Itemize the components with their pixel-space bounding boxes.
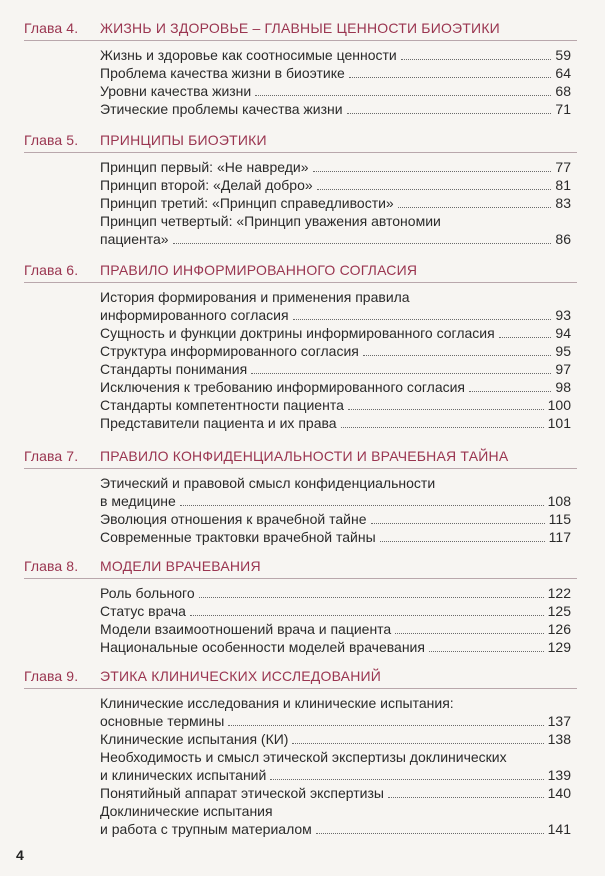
entry-title: Принцип первый: «Не навреди» [100,159,309,175]
entry-page: 137 [547,713,571,729]
entry-title-line: Этический и правовой смысл конфиденциальности [100,475,436,491]
toc-entry[interactable] [100,730,571,748]
leader-dots [395,633,543,634]
toc-entry[interactable] [100,82,571,100]
leader-dots [348,409,544,410]
entry-page: 117 [548,529,571,545]
chapter-number: Глава 4. [24,20,79,36]
entry-page: 126 [547,621,571,637]
toc-entry[interactable] [100,288,571,324]
entry-page: 77 [555,159,571,175]
entry-title: Роль больного [100,585,195,601]
entry-title: Проблема качества жизни в биоэтике [100,65,345,81]
chapter-title: ПРИНЦИПЫ БИОЭТИКИ [100,132,267,148]
leader-dots [313,171,552,172]
leader-dots [363,355,552,356]
entry-title-line: Клинические исследования и клинические испытания: [100,695,454,711]
entry-title: Принцип второй: «Делай добро» [100,177,313,193]
entry-title: информированного согласия [100,307,289,323]
leader-dots [251,373,551,374]
toc-entry[interactable] [100,584,571,602]
leader-dots [429,651,544,652]
leader-dots [401,59,552,60]
entry-title: Сущность и функции доктрины информированного согласия [100,325,495,341]
chapter-rule [24,468,577,469]
toc-entry[interactable] [100,802,571,838]
entry-page: 81 [555,177,571,193]
leader-dots [316,833,544,834]
chapter-title: ЖИЗНЬ И ЗДОРОВЬЕ – ГЛАВНЫЕ ЦЕННОСТИ БИОЭТИКИ [100,20,500,36]
entry-title: Эволюция отношения к врачебной тайне [100,511,367,527]
toc-entry[interactable] [100,176,571,194]
leader-dots [293,319,552,320]
chapter-4 [0,20,605,117]
toc-entry[interactable] [100,620,571,638]
chapter-rule [24,578,577,579]
leader-dots [255,95,551,96]
toc-entry[interactable] [100,46,571,64]
entry-title: и работа с трупным материалом [100,821,312,837]
entry-title: Стандарты компетентности пациента [100,397,344,413]
leader-dots [371,523,545,524]
toc-entry[interactable] [100,510,571,528]
entry-title-line: Необходимость и смысл этической экспертизы доклинических [100,749,507,765]
entry-page: 64 [555,65,571,81]
entry-page: 125 [547,603,571,619]
entry-title: Клинические испытания (КИ) [100,731,289,747]
chapter-entries [100,694,571,838]
leader-dots [347,113,552,114]
leader-dots [388,797,544,798]
chapter-rule [24,152,577,153]
entry-page: 68 [555,83,571,99]
entry-title-line: История формирования и применения правила [100,289,410,305]
chapter-header [0,668,605,690]
entry-title: Модели взаимоотношений врача и пациента [100,621,392,637]
entry-title: Структура информированного согласия [100,343,359,359]
entry-title-line: Доклинические испытания [100,803,273,819]
chapter-title: МОДЕЛИ ВРАЧЕВАНИЯ [100,558,261,574]
leader-dots [270,779,543,780]
toc-entry[interactable] [100,212,571,248]
entry-page: 71 [555,101,571,117]
entry-title: Этические проблемы качества жизни [100,101,343,117]
entry-title: Современные трактовки врачебной тайны [100,529,376,545]
leader-dots [292,743,543,744]
chapter-8 [0,558,605,655]
chapter-number: Глава 6. [24,262,79,278]
toc-entry[interactable] [100,602,571,620]
toc-entry[interactable] [100,158,571,176]
chapter-entries [100,288,571,432]
entry-page: 93 [555,307,571,323]
chapter-header [0,132,605,154]
chapter-9 [0,668,605,837]
toc-entry[interactable] [100,638,571,656]
toc-entry[interactable] [100,396,571,414]
leader-dots [228,725,543,726]
chapter-7 [0,448,605,545]
entry-title: пациента» [100,231,169,247]
toc-entry[interactable] [100,100,571,118]
toc-entry[interactable] [100,324,571,342]
toc-entry[interactable] [100,748,571,784]
chapter-title: ПРАВИЛО КОНФИДЕНЦИАЛЬНОСТИ И ВРАЧЕБНАЯ ТАЙНА [100,448,509,464]
toc-entry[interactable] [100,474,571,510]
chapter-rule [24,40,577,41]
entry-page: 98 [555,379,571,395]
chapter-rule [24,282,577,283]
entry-page: 129 [547,639,571,655]
page-number: 4 [16,847,24,863]
leader-dots [469,391,551,392]
entry-title: Национальные особенности моделей врачевания [100,639,425,655]
leader-dots [190,615,544,616]
toc-entry[interactable] [100,378,571,396]
entry-title: Принцип третий: «Принцип справедливости» [100,195,394,211]
chapter-number: Глава 9. [24,668,79,684]
chapter-entries [100,158,571,248]
toc-entry[interactable] [100,784,571,802]
chapter-header [0,262,605,284]
leader-dots [398,207,552,208]
entry-page: 139 [547,767,571,783]
entry-title: Исключения к требованию информированного согласия [100,379,466,395]
leader-dots [173,243,552,244]
chapter-entries [100,584,571,656]
entry-title: Понятийный аппарат этической экспертизы [100,785,384,801]
leader-dots [317,189,552,190]
chapter-title: ЭТИКА КЛИНИЧЕСКИХ ИССЛЕДОВАНИЙ [100,668,382,684]
chapter-header [0,20,605,42]
chapter-rule [24,688,577,689]
entry-page: 115 [548,511,571,527]
leader-dots [199,597,544,598]
chapter-5 [0,132,605,247]
entry-title-line: Принцип четвертый: «Принцип уважения автономии [100,213,441,229]
entry-page: 97 [555,361,571,377]
chapter-number: Глава 7. [24,448,79,464]
toc-entry[interactable] [100,342,571,360]
entry-title: основные термины [100,713,225,729]
chapter-entries [100,46,571,118]
entry-page: 95 [555,343,571,359]
entry-title: Стандарты понимания [100,361,248,377]
entry-page: 94 [555,325,571,341]
entry-page: 101 [547,415,571,431]
toc-entry[interactable] [100,64,571,82]
leader-dots [499,337,552,338]
entry-title: Уровни качества жизни [100,83,252,99]
leader-dots [180,505,544,506]
entry-page: 138 [547,731,571,747]
chapter-header [0,558,605,580]
entry-page: 141 [547,821,571,837]
chapter-number: Глава 5. [24,132,79,148]
entry-page: 100 [547,397,571,413]
entry-title: Жизнь и здоровье как соотносимые ценности [100,47,397,63]
leader-dots [341,427,544,428]
entry-page: 108 [547,493,571,509]
leader-dots [380,541,545,542]
chapter-entries [100,474,571,546]
entry-title: в медицине [100,493,176,509]
entry-page: 59 [555,47,571,63]
entry-title: и клинических испытаний [100,767,267,783]
chapter-title: ПРАВИЛО ИНФОРМИРОВАННОГО СОГЛАСИЯ [100,262,418,278]
toc-entry[interactable] [100,694,571,730]
chapter-header [0,448,605,470]
toc-entry[interactable] [100,414,571,432]
entry-page: 122 [547,585,571,601]
entry-page: 83 [555,195,571,211]
toc-entry[interactable] [100,194,571,212]
toc-entry[interactable] [100,360,571,378]
leader-dots [349,77,552,78]
entry-title: Статус врача [100,603,186,619]
entry-page: 140 [547,785,571,801]
toc-entry[interactable] [100,528,571,546]
entry-page: 86 [555,231,571,247]
chapter-number: Глава 8. [24,558,79,574]
chapter-6 [0,262,605,431]
entry-title: Представители пациента и их права [100,415,337,431]
